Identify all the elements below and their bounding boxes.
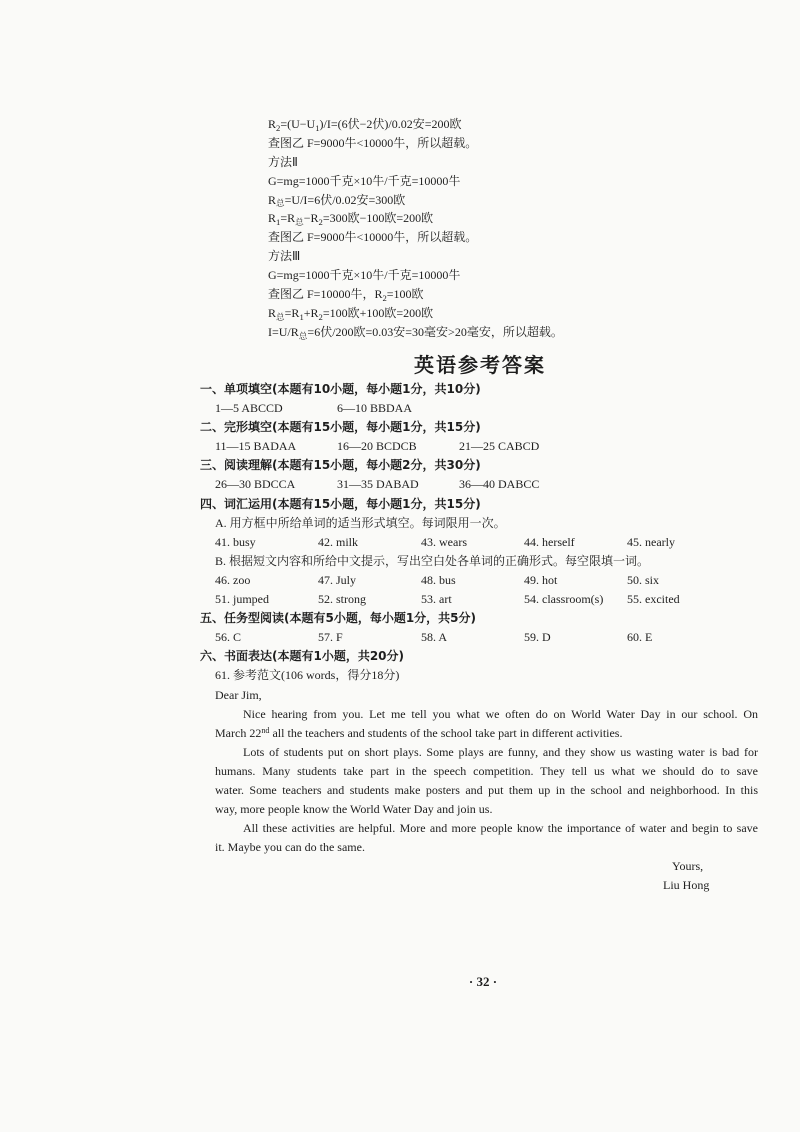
answer-group: 6—10 BBDAA — [337, 401, 413, 416]
formula-text: =R — [280, 211, 296, 226]
answer-item: 56. C — [215, 630, 242, 645]
answer-item: 48. bus — [421, 572, 456, 587]
answer-item: 53. art — [421, 592, 452, 607]
answer-group: 26—30 BDCCA — [215, 477, 296, 492]
formula-line — [268, 134, 748, 153]
formula-subscript: 2 — [382, 292, 387, 303]
answer-item: 46. zoo — [215, 572, 251, 587]
formula-text: 查图乙 F=9000牛<10000牛，所以超载。 — [268, 135, 478, 150]
formula-text: G=mg=1000千克×10牛/千克=10000牛 — [268, 268, 461, 283]
formula-line — [268, 115, 748, 134]
formula-subscript: 2 — [276, 122, 281, 133]
formula-text: +R — [303, 305, 319, 320]
answer-group: 36—40 DABCC — [459, 477, 540, 492]
formula-text: )/I=(6伏−2伏)/0.02安=200欧 — [319, 117, 462, 131]
answer-row — [200, 571, 760, 590]
answer-row — [200, 475, 760, 494]
part-instruction: B. 根据短文内容和所给中文提示，写出空白处各单词的正确形式。每空限填一词。 — [215, 553, 650, 568]
letter-line: All these activities are helpful. More and more people know the importance of water and begin to save — [243, 821, 758, 836]
formula-text: R — [268, 117, 277, 131]
letter-text: all the teachers and students of the school take part in different activities. — [269, 725, 623, 740]
section-heading: 二、完形填空(本题有15小题，每小题1分，共15分) — [200, 420, 481, 435]
answer-item: 59. D — [524, 630, 551, 645]
answer-item: 52. strong — [318, 592, 366, 607]
formula-text: 查图乙 F=10000牛，R — [268, 287, 383, 302]
section-heading: 五、任务型阅读(本题有5小题，每小题1分，共5分) — [200, 611, 477, 626]
letter-line: Nice hearing from you. Let me tell you what we often do on World Water Day in our school. On — [243, 706, 758, 721]
answer-item: 58. A — [421, 630, 448, 645]
section-heading: 六、书面表达(本题有1小题，共20分) — [200, 649, 405, 664]
answer-item: 49. hot — [524, 572, 558, 587]
formula-text: 查图乙 F=9000牛<10000牛，所以超载。 — [268, 230, 478, 245]
answer-item: 55. excited — [627, 592, 680, 607]
page-number: · 32 · — [468, 974, 498, 989]
formula-line — [268, 323, 748, 342]
formula-text: −R — [303, 211, 319, 226]
formula-text: R — [268, 192, 277, 207]
answer-row — [200, 533, 760, 552]
formula-text: G=mg=1000千克×10牛/千克=10000牛 — [268, 173, 461, 188]
formula-subscript: 总 — [295, 217, 304, 228]
answer-item: 57. F — [318, 630, 343, 645]
formula-text: =U/I=6伏/0.02安=300欧 — [284, 192, 406, 207]
answer-item: 54. classroom(s) — [524, 592, 604, 607]
formula-subscript: 1 — [315, 122, 320, 133]
formula-line — [268, 209, 748, 228]
physics-solution — [268, 115, 748, 342]
formula-text: =100欧 — [386, 287, 424, 302]
formula-line — [268, 304, 748, 323]
letter-line: it. Maybe you can do the same. — [215, 840, 365, 855]
answer-item: 42. milk — [318, 534, 359, 549]
answer-group: 21—25 CABCD — [459, 439, 540, 454]
formula-subscript: 2 — [318, 217, 323, 228]
ordinal-superscript: nd — [261, 725, 270, 735]
method-label-text: 方法Ⅲ — [268, 249, 301, 264]
letter-closing: Yours, — [672, 859, 704, 874]
formula-text: I=U/R — [268, 324, 299, 339]
section-heading: 三、阅读理解(本题有15小题，每小题2分，共30分) — [200, 458, 481, 473]
formula-subscript: 总 — [298, 330, 308, 341]
letter-line: way, more people know the World Water Day and join us. — [215, 802, 493, 817]
method-label-text: 方法Ⅱ — [268, 154, 298, 169]
answer-group: 31—35 DABAD — [337, 477, 419, 492]
answer-item: 45. nearly — [627, 534, 675, 549]
answer-item: 47. July — [318, 572, 357, 587]
formula-subscript: 总 — [276, 311, 285, 322]
letter-signature: Liu Hong — [663, 878, 710, 893]
formula-line — [268, 172, 748, 191]
formula-text: =100欧+100欧=200欧 — [322, 305, 434, 320]
answer-group: 11—15 BADAA — [215, 439, 297, 454]
formula-line — [268, 228, 748, 247]
letter-salutation: Dear Jim, — [215, 687, 262, 702]
answer-item: 51. jumped — [215, 592, 269, 607]
answer-row — [200, 628, 760, 647]
formula-subscript: 1 — [276, 217, 281, 228]
answer-row — [200, 399, 760, 418]
formula-text: =(U−U — [280, 117, 316, 131]
letter-line: humans. Many students take part in the speech competition. They tell us what we should do to save — [215, 763, 758, 778]
formula-line — [268, 266, 748, 285]
formula-subscript: 1 — [299, 311, 304, 322]
formula-text: R — [268, 305, 277, 320]
part-instruction: A. 用方框中所给单词的适当形式填空。每词限用一次。 — [215, 515, 506, 530]
section-heading: 一、单项填空(本题有10小题，每小题1分，共10分) — [200, 382, 481, 396]
formula-text: =R — [284, 305, 300, 320]
answer-group: 16—20 BCDCB — [337, 439, 417, 454]
letter-line — [215, 724, 758, 743]
letter-line: water. Some teachers and students make posters and put them up in the school and neighborhood. In this — [215, 782, 758, 797]
formula-text: R — [268, 211, 277, 226]
formula-text: =300欧−100欧=200欧 — [322, 211, 434, 226]
letter-line: Lots of students put on short plays. Some plays are funny, and they show us wasting water is bad for — [243, 744, 758, 759]
formula-line — [268, 285, 748, 304]
sample-essay-label: 61. 参考范文(106 words，得分18分) — [215, 668, 400, 683]
formula-line — [268, 191, 748, 210]
answer-group: 1—5 ABCCD — [215, 401, 283, 416]
method-label — [268, 247, 748, 266]
formula-subscript: 2 — [318, 311, 323, 322]
method-label — [268, 153, 748, 172]
answer-item: 60. E — [627, 630, 653, 645]
answer-row — [200, 437, 760, 456]
formula-text: =6伏/200欧=0.03安=30毫安>20毫安，所以超载。 — [307, 324, 563, 339]
answer-row — [200, 590, 760, 609]
page-title: 英语参考答案 — [414, 353, 546, 377]
sample-letter — [200, 686, 758, 858]
answer-item: 44. herself — [524, 534, 575, 549]
formula-subscript: 总 — [276, 198, 285, 209]
answer-item: 41. busy — [215, 534, 256, 549]
english-answer-key — [200, 380, 760, 896]
answer-item: 50. six — [627, 572, 660, 587]
letter-text: March 22 — [215, 725, 262, 740]
answer-item: 43. wears — [421, 534, 467, 549]
section-heading: 四、词汇运用(本题有15小题，每小题1分，共15分) — [200, 496, 481, 511]
